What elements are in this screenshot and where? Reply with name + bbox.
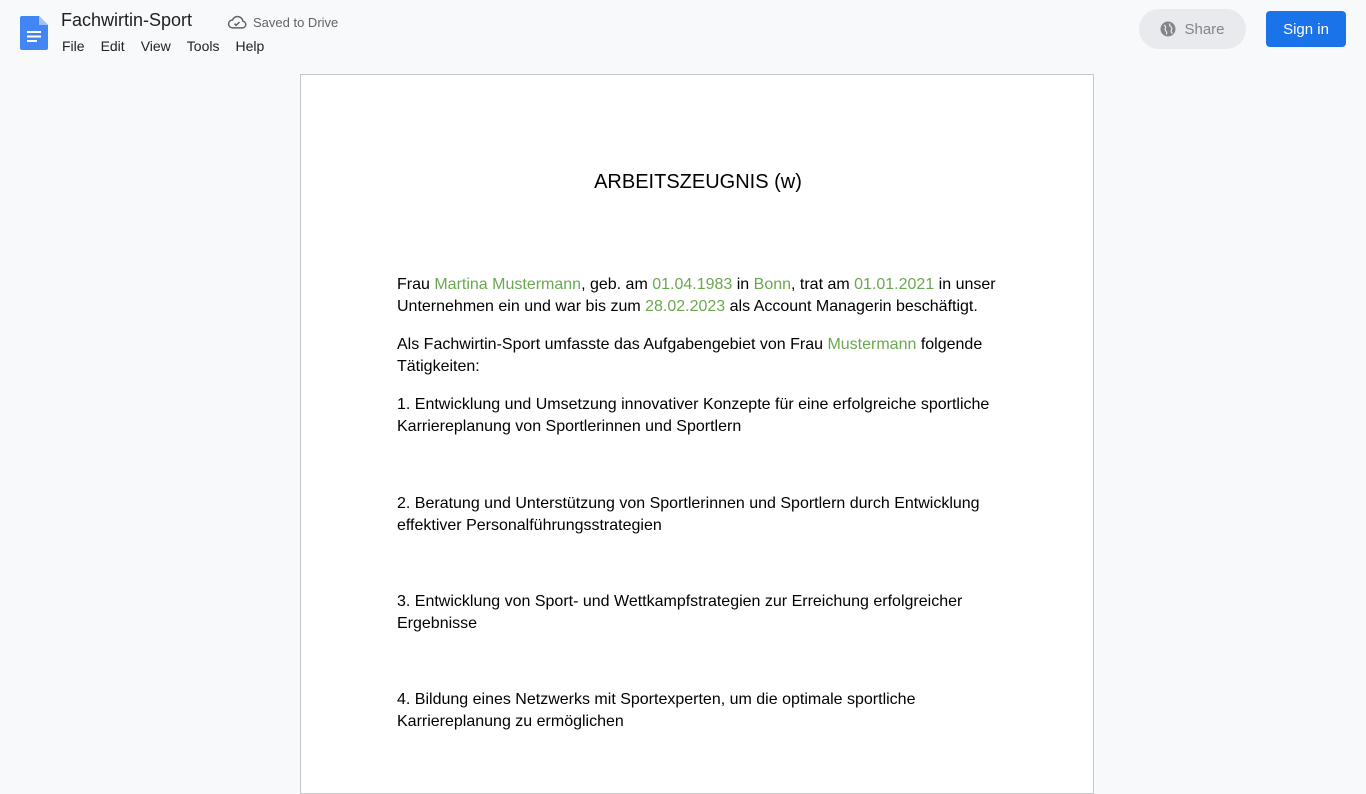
cloud-done-icon xyxy=(227,14,247,30)
employee-name: Martina Mustermann xyxy=(434,276,582,293)
menu-file[interactable]: File xyxy=(62,38,85,54)
task-item: 1. Entwicklung und Umsetzung innovativer Konzepte für eine erfolgreiche sportliche Karriereplanung von Sportlerinnen und Sportlern xyxy=(397,396,990,435)
menu-bar xyxy=(54,36,272,56)
end-date: 28.02.2023 xyxy=(645,298,726,315)
menu-edit[interactable]: Edit xyxy=(100,38,125,54)
document-heading: ARBEITSZEUGNIS (w) xyxy=(594,171,802,193)
task-item: 2. Beratung und Unterstützung von Sportlerinnen und Sportlern durch Entwicklung effektiver Personalführungsstrategien xyxy=(397,495,980,534)
task-item: 4. Bildung eines Netzwerks mit Sportexperten, um die optimale sportliche Karriereplanung zu ermöglichen xyxy=(397,691,916,730)
document-title[interactable]: Fachwirtin-Sport xyxy=(61,10,193,30)
menu-help[interactable]: Help xyxy=(235,38,265,54)
google-docs-icon[interactable] xyxy=(20,16,48,50)
menu-view[interactable]: View xyxy=(140,38,171,54)
save-status-label: Saved to Drive xyxy=(253,14,339,30)
birth-date: 01.04.1983 xyxy=(652,276,733,293)
birth-place: Bonn xyxy=(753,276,792,293)
save-status[interactable] xyxy=(227,14,338,30)
top-bar xyxy=(0,0,1366,64)
employee-surname: Mustermann xyxy=(827,336,917,353)
menu-tools[interactable]: Tools xyxy=(186,38,220,54)
globe-icon xyxy=(1160,21,1176,37)
start-date: 01.01.2021 xyxy=(854,276,935,293)
document-page[interactable] xyxy=(300,74,1094,794)
share-button[interactable] xyxy=(1139,9,1246,49)
task-item: 3. Entwicklung von Sport- und Wettkampfstrategien zur Erreichung erfolgreicher Ergebnisse xyxy=(397,593,963,632)
sign-in-button[interactable]: Sign in xyxy=(1266,11,1346,47)
share-label: Share xyxy=(1184,20,1225,38)
intro-paragraph: Frau Martina Mustermann, geb. am 01.04.1983 in Bonn, trat am 01.01.2021 in unser Unternehmen ein und war bis zum 28.02.2023 als Account Managerin beschäftigt. xyxy=(397,276,996,315)
tasks-intro-paragraph: Als Fachwirtin-Sport umfasste das Aufgabengebiet von Frau Mustermann folgende Tätigkeiten: xyxy=(397,336,983,375)
